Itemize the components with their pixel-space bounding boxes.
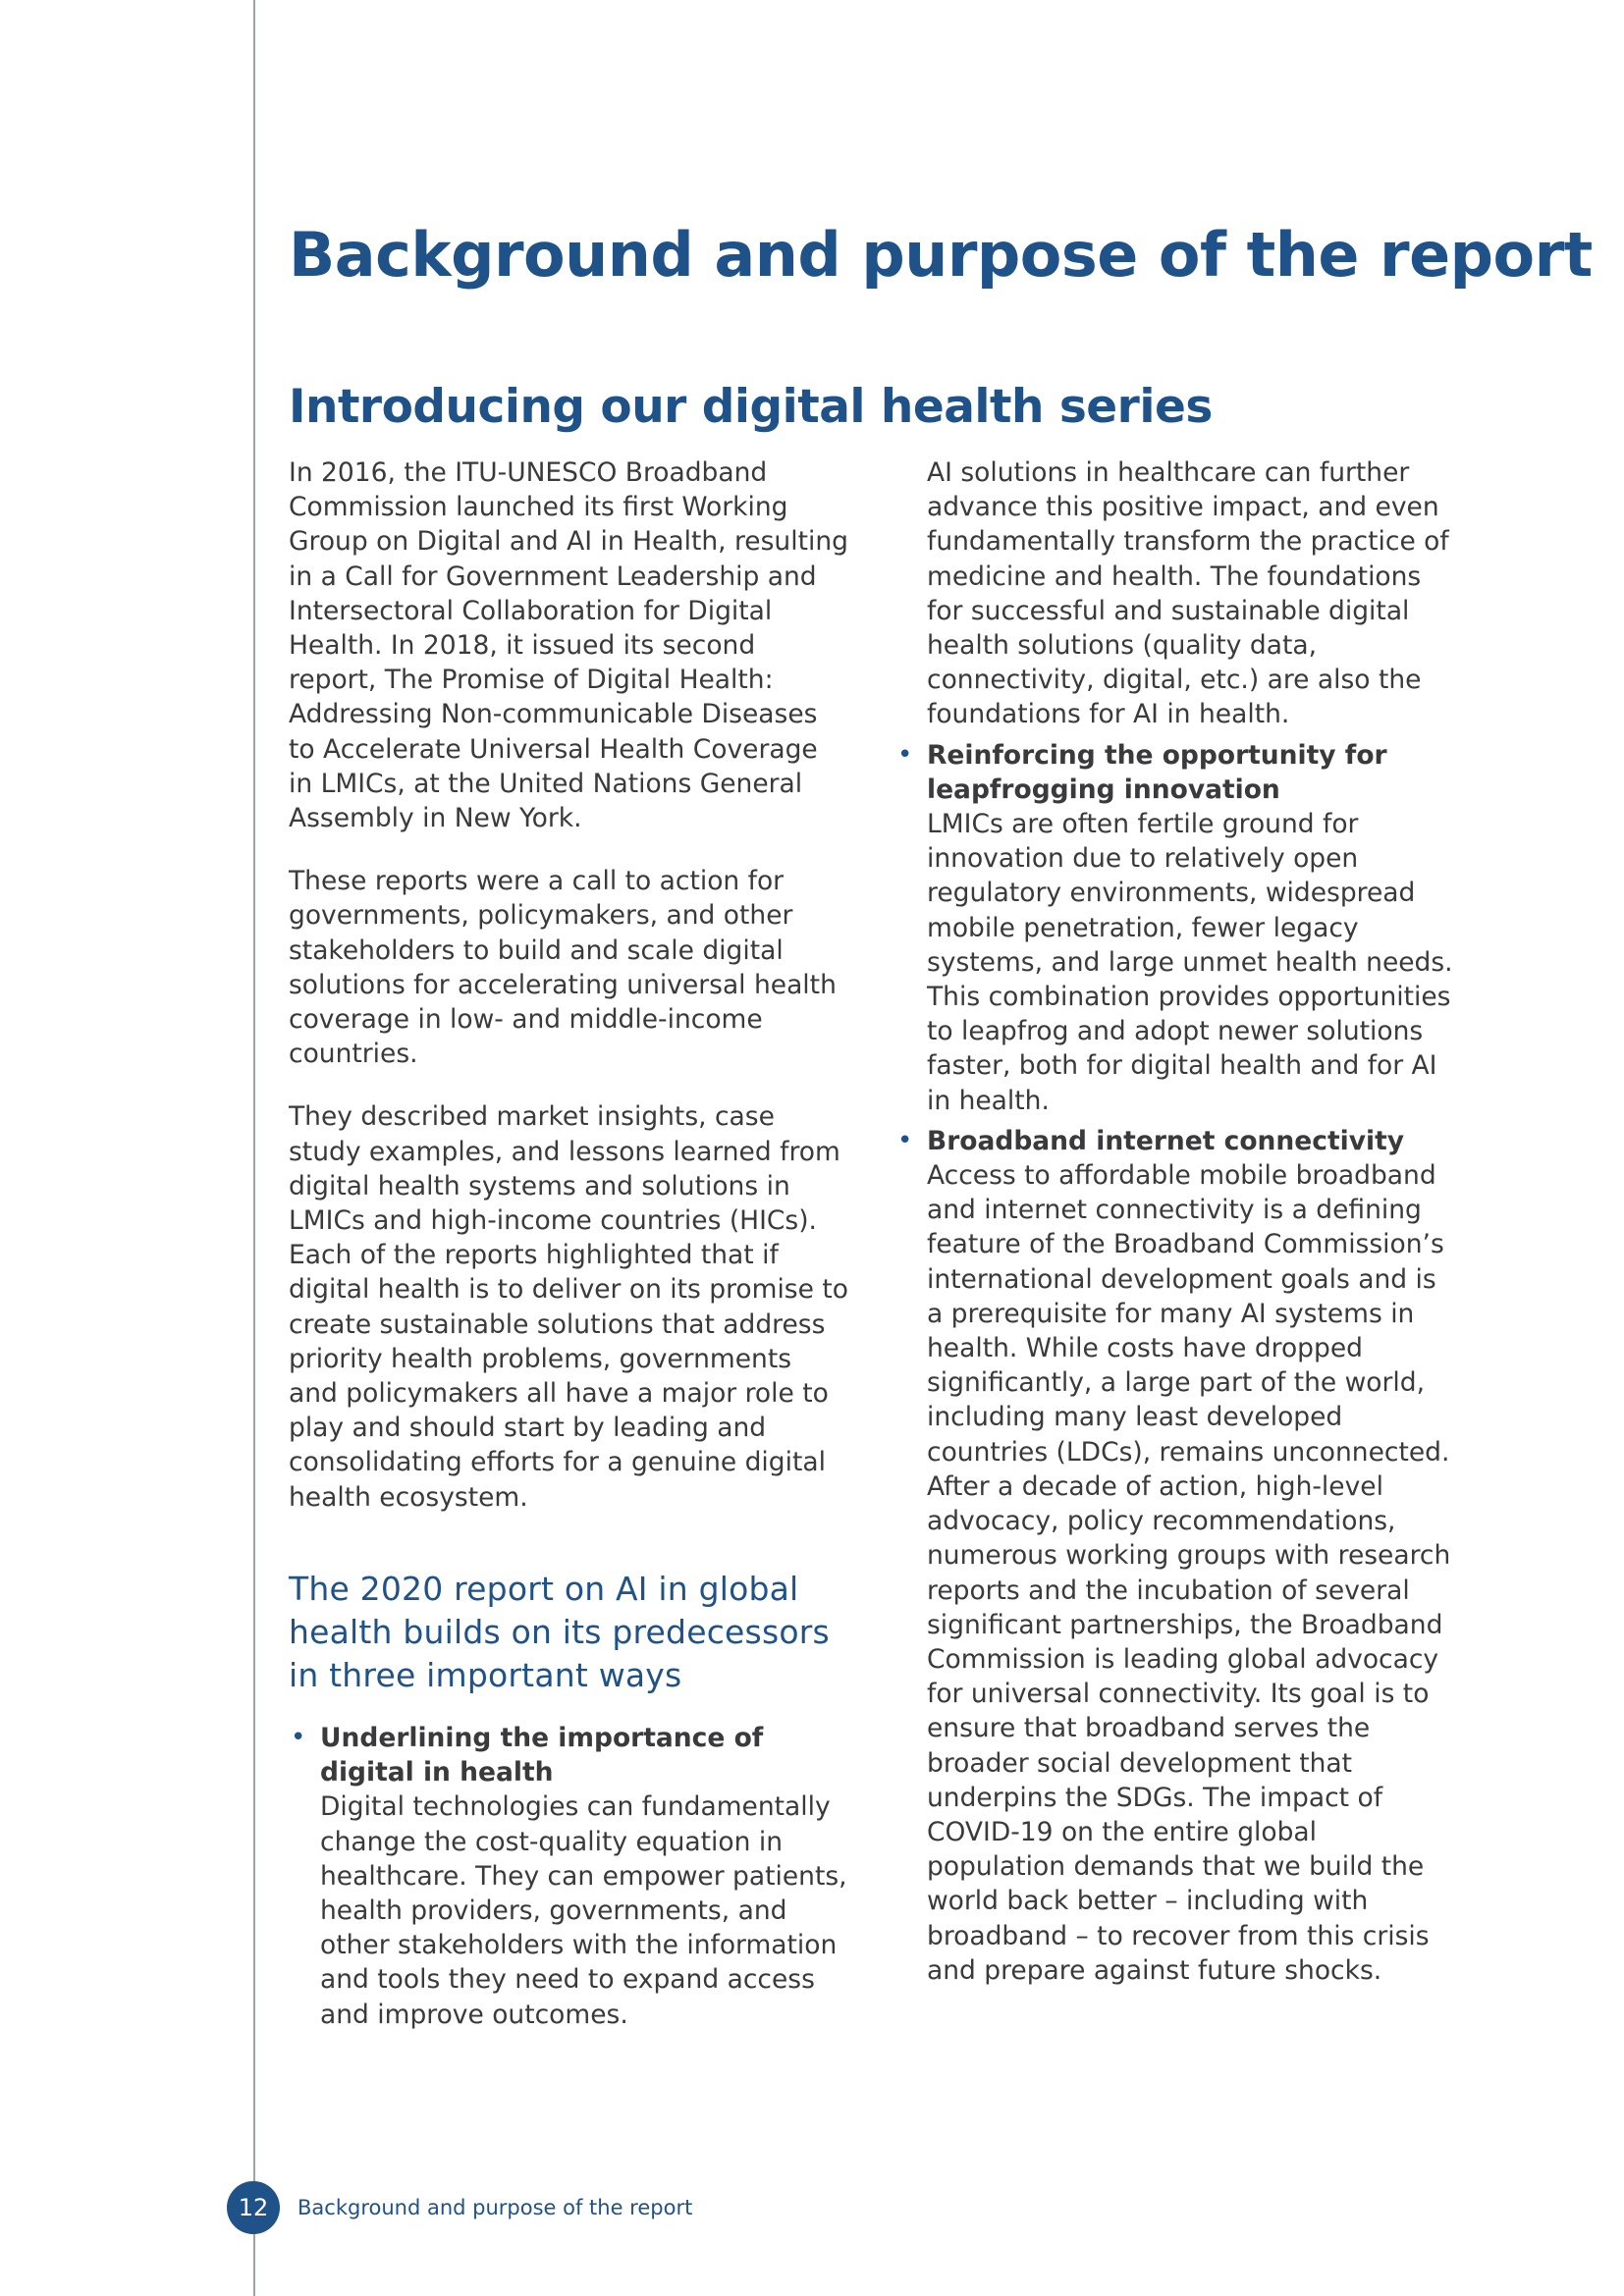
margin-rule: [253, 0, 255, 2296]
left-column: [289, 455, 848, 2038]
running-title: Background and purpose of the report: [298, 2196, 693, 2219]
bullet-list-right: [895, 738, 1455, 1988]
bullet-dot-icon: •: [291, 1722, 306, 1752]
bullet-dot-icon: •: [897, 739, 913, 770]
right-column: [895, 455, 1455, 1994]
bullet-list-left: [289, 1721, 848, 2032]
bullet-title: Reinforcing the opportunity for leapfrogging innovation: [927, 739, 1387, 805]
list-item: [289, 1721, 848, 2032]
paragraph-1: In 2016, the ITU-UNESCO Broadband Commission launched its first Working Group on Digital and AI in Health, resulting in a Call for Government Leadership and Intersectoral Collaboration for Digital Health. In 2018, it issued its second report, The Promise of Digital Health: Addressing Non-communicable Diseases to Accelerate Universal Health Coverage in LMICs, at the United Nations General Assembly in New York.: [289, 457, 848, 834]
bullet-body: Access to affordable mobile broadband and internet connectivity is a defining feature of the Broadband Commission’s international development goals and is a prerequisite for many AI systems in health. While costs have dropped significantly, a large part of the world, including many least developed countries (LDCs), remains unconnected. After a decade of action, high-level advocacy, policy recommendations, numerous working groups with research reports and the incubation of several significant partnerships, the Broadband Commission is leading global advocacy for universal connectivity. Its goal is to ensure that broadband serves the broader social development that underpins the SDGs. The impact of COVID-19 on the entire global population demands that we build the world back better – including with broadband – to recover from this crisis and prepare against future shocks.: [927, 1160, 1451, 1986]
list-item: [895, 738, 1455, 1118]
bullet-title: Broadband internet connectivity: [927, 1125, 1405, 1156]
paragraph-2: These reports were a call to action for governments, policymakers, and other stakeholders to build and scale digital solutions for accelerating universal health coverage in low- and middle-income countries.: [289, 866, 837, 1070]
bullet-title: Underlining the importance of digital in health: [320, 1722, 764, 1789]
bullet-dot-icon: •: [897, 1125, 913, 1155]
bullet-body: Digital technologies can fundamentally change the cost-quality equation in healthcare. They can empower patients, health providers, governments, and other stakeholders with the information and tools they need to expand access and improve outcomes.: [320, 1791, 847, 2030]
page-footer: [227, 2181, 692, 2234]
section-title: Introducing our digital health series: [289, 380, 1213, 434]
page-number-badge: 12: [227, 2181, 280, 2234]
subheading: The 2020 report on AI in global health builds on its predecessors in three important ways: [289, 1569, 830, 1694]
paragraph-3: They described market insights, case study examples, and lessons learned from digital health systems and solutions in LMICs and high-income countries (HICs). Each of the reports highlighted that if digital health is to deliver on its promise to create sustainable solutions that address priority health problems, governments and policymakers all have a major role to play and should start by leading and consolidating efforts for a genuine digital health ecosystem.: [289, 1101, 848, 1513]
bullet-body: LMICs are often fertile ground for innovation due to relatively open regulatory environments, widespread mobile penetration, fewer legacy systems, and large unmet health needs. This combination provides opportunities to leapfrog and adopt newer solutions faster, both for digital health and for AI in health.: [927, 809, 1453, 1116]
page-title: Background and purpose of the report: [289, 219, 1593, 291]
list-item: [895, 1124, 1455, 1988]
bullet-continuation: AI solutions in healthcare can further advance this positive impact, and even fundamentally transform the practice of medicine and health. The foundations for successful and sustainable digital health solutions (quality data, connectivity, digital, etc.) are also the foundations for AI in health.: [927, 457, 1449, 730]
